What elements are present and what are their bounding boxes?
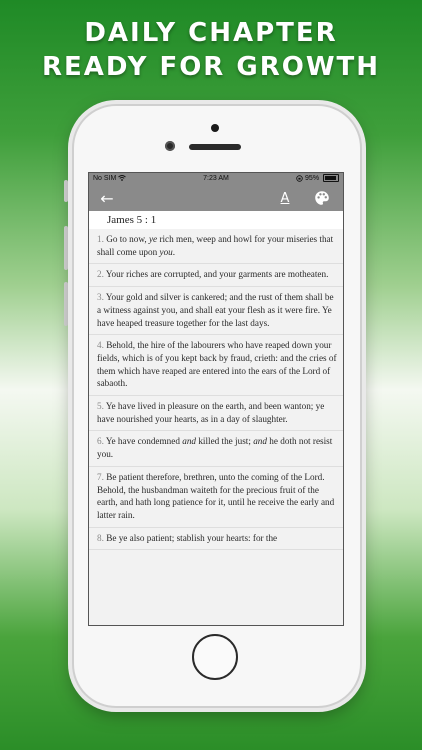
verse-text: . [172,246,176,257]
verse-text: killed the just; [196,436,254,447]
verse-item[interactable] [89,264,343,287]
battery-percent: 95% [305,175,320,182]
verse-number: 1. [97,234,104,244]
verse-item[interactable] [89,396,343,431]
verse-text: Behold, the hire of the labourers who have reaped down your fields, which is of you kept back by fraud, crieth: and the cries of them which have reaped are entered into the ears of the Lord of sabaoth. [97,340,337,389]
verse-number: 2. [97,269,104,280]
verse-number: 3. [97,292,104,303]
verse-item[interactable] [89,287,343,335]
verse-text: you [159,246,173,257]
volume-up-button [64,226,68,270]
battery-status [296,173,339,185]
font-size-icon[interactable]: A [280,190,290,206]
verse-number: 4. [97,340,104,351]
home-button[interactable] [192,634,238,680]
verse-list [89,229,343,550]
app-screen [88,172,344,626]
verse-item[interactable] [89,335,343,396]
verse-text: he doth not resist you. [97,436,333,460]
status-time: 7:23 AM [203,175,229,182]
verse-item[interactable] [89,467,343,528]
verse-text: Be patient therefore, brethren, unto the coming of the Lord. Behold, the husbandman waiteth for the precious fruit of the earth, and hath long patience for it, until he receive the early and latter rain. [97,471,335,520]
verse-text: Go to now, [103,234,149,244]
verse-text: Be ye also patient; stablish your hearts: for the [103,532,278,543]
orientation-lock-icon [296,175,305,182]
battery-icon [323,174,339,182]
verse-text: Ye have lived in pleasure on the earth, and been wanton; ye have nourished your hearts, as in a day of slaughter. [97,401,325,424]
verse-text: ye [148,234,158,244]
status-bar [89,173,343,185]
carrier-text: No SIM [93,175,117,182]
chapter-reference: James 5 : 1 [89,211,343,229]
volume-down-button [64,282,68,326]
palette-icon[interactable] [311,185,333,211]
verse-item[interactable] [89,431,343,466]
chapter-content[interactable] [89,211,343,625]
promo-headline-line1: DAILY CHAPTER [84,18,338,48]
promo-headline-line2: READY FOR GROWTH [41,52,381,82]
verse-text: Ye have condemned [103,436,183,447]
verse-number: 6. [97,436,104,447]
proximity-sensor [211,124,219,132]
mute-switch [64,180,68,202]
verse-item[interactable] [89,229,343,264]
verse-number: 5. [97,401,104,412]
earpiece-speaker [189,144,241,150]
verse-text: Your gold and silver is cankered; and the rust of them shall be a witness against you, and shall eat your flesh as it were fire. Ye have heaped treasure together for the last days. [97,292,334,328]
verse-number: 8. [97,532,104,543]
verse-item[interactable] [89,528,343,551]
back-arrow-icon[interactable]: ← [100,188,114,208]
verse-text: and [182,436,197,447]
toolbar [89,185,343,211]
verse-number: 7. [97,471,104,482]
front-camera [165,141,175,151]
verse-text: and [253,436,267,447]
verse-text: Your riches are corrupted, and your garments are motheaten. [103,269,329,280]
verse-text: rich men, weep and howl for your miseries that shall come upon [97,234,334,257]
